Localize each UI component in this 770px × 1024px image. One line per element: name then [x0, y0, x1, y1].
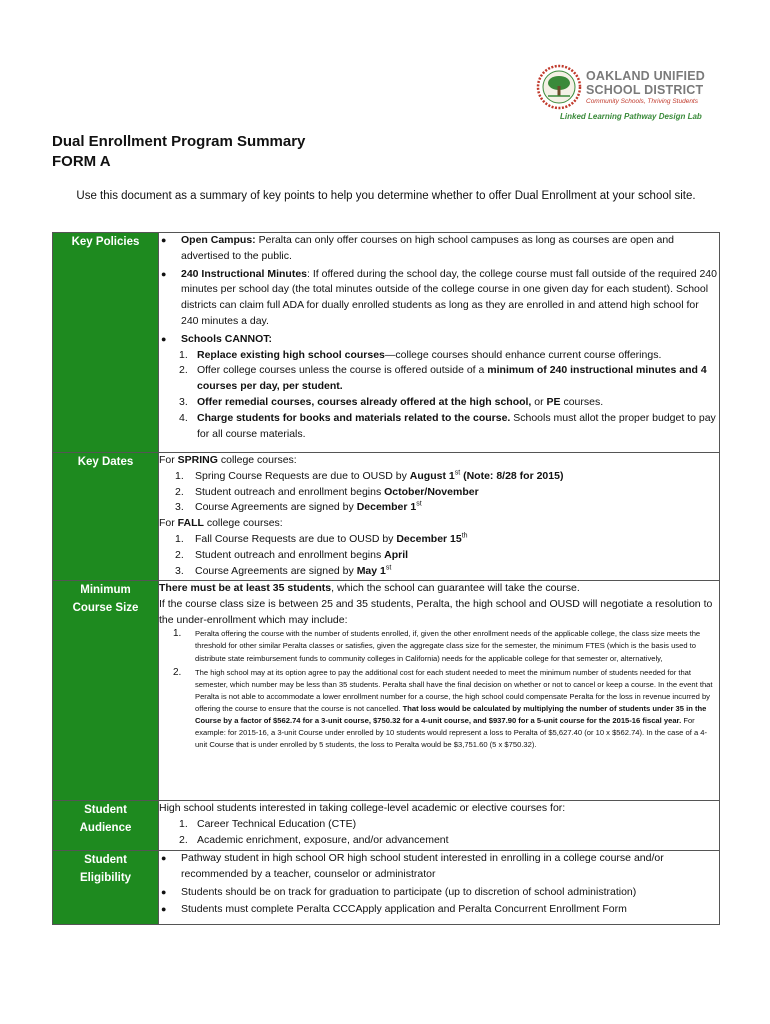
title-line1: Dual Enrollment Program Summary: [52, 133, 306, 150]
bullet-schools-cannot: ● Schools CANNOT:: [159, 332, 719, 348]
key-policies-label: Key Policies: [53, 233, 159, 453]
district-tagline: Community Schools, Thriving Students: [586, 98, 698, 105]
district-name-line2: SCHOOL DISTRICT: [586, 83, 704, 97]
bullet-graduation-track: ● Students should be on track for graduation to participate (up to discretion of school administration): [159, 885, 719, 901]
bullet-open-campus: ● Open Campus: Peralta can only offer courses on high school campuses as long as courses are open and advertised to the public.: [161, 234, 674, 262]
audience-intro: High school students interested in taking college-level academic or elective courses for:: [159, 802, 566, 814]
bullet-instructional-minutes: ● 240 Instructional Minutes: If offered during the school day, the college course must fall outside of the required 240 minutes per school day (the total minutes outside of the college course in one given day for each student). School districts can claim full ADA for dually enrolled students as long as they are enrolled in and attend high school for 240 minutes a day.: [161, 267, 717, 327]
bullet-icon: ●: [161, 268, 167, 279]
bullet-icon: ●: [161, 904, 167, 915]
title-line2: FORM A: [52, 153, 111, 170]
list-item: 2. Student outreach and enrollment begins October/November: [175, 485, 479, 498]
label-line1: Minimum: [80, 584, 131, 596]
bullet-icon: ●: [161, 886, 167, 897]
row-student-eligibility: [53, 851, 720, 925]
row-minimum-course-size: [53, 581, 720, 801]
design-lab-label: Linked Learning Pathway Design Lab: [560, 112, 702, 121]
min-size-statement: There must be at least 35 students, which the school can guarantee will take the course.: [159, 582, 580, 594]
bullet-icon: ●: [161, 853, 167, 863]
label-line2: Eligibility: [79, 872, 132, 884]
list-item: 1. Peralta offering the course with the number of students enrolled, if, given the other enrollment needs of the applicable college, the class size meets the threshold for other similar Peralta classes or satisfies, given the aggregate class size for the semester, the minimum FTES (which is the basis used to distribute state reimbursement funds to community colleges in California) needs for the applicable college for that semester or, alternatively,: [173, 628, 701, 663]
bullet-icon: ●: [161, 235, 167, 245]
list-item: 2. Academic enrichment, exposure, and/or advancement: [179, 833, 449, 846]
row-key-policies: [53, 233, 720, 453]
list-item: 3. Course Agreements are signed by December 1st: [175, 500, 422, 514]
district-name-line1: OAKLAND UNIFIED: [586, 69, 705, 83]
fall-heading: For FALL college courses:: [159, 517, 283, 530]
row-key-dates: [53, 453, 720, 581]
intro-paragraph: Use this document as a summary of key points to help you determine whether to offer Dual Enrollment at your school site.: [76, 190, 696, 202]
student-eligibility-label: [53, 851, 159, 925]
district-logo: [536, 64, 706, 126]
student-audience-label: [53, 801, 159, 851]
row-student-audience: [53, 801, 720, 851]
student-eligibility-content: [159, 851, 720, 925]
oak-tree-seal-icon: [536, 64, 582, 110]
label-line2: Course Size: [72, 602, 139, 614]
key-dates-label: Key Dates: [53, 453, 159, 581]
label-line1: Student: [84, 804, 127, 816]
list-item: 2. Student outreach and enrollment begins April: [175, 548, 409, 561]
page-title: [52, 132, 305, 172]
list-item: 4. Charge students for books and materials related to the course. Schools must allot the proper budget to pay for all course materials.: [179, 411, 716, 440]
list-item: 1. Fall Course Requests are due to OUSD by December 15th: [175, 532, 468, 545]
min-size-negotiation: If the course class size is between 25 and 35 students, Peralta, the high school and OUSD will negotiate a resolution to the under-enrollment which may include:: [159, 597, 713, 626]
list-item: 2. Offer college courses unless the course is offered outside of a minimum of 240 instructional minutes and 4 courses per day, per student.: [179, 364, 707, 393]
label-line2: Audience: [79, 822, 132, 834]
summary-table: [52, 232, 720, 925]
minimum-course-size-content: [159, 581, 720, 801]
bullet-pathway-student: ● Pathway student in high school OR high school student interested in enrolling in a college course and/or recommended by a teacher, counselor or administrator: [161, 852, 664, 880]
list-item: 1. Spring Course Requests are due to OUSD by August 1st (Note: 8/28 for 2015): [175, 469, 564, 482]
student-audience-content: [159, 801, 720, 851]
list-item: 3. Offer remedial courses, courses already offered at the high school, or PE courses.: [179, 395, 604, 408]
spring-heading: For SPRING college courses:: [159, 454, 297, 466]
list-item: 1. Replace existing high school courses—college courses should enhance current course offerings.: [179, 348, 662, 361]
key-dates-content: [159, 453, 720, 581]
list-item: 2. The high school may at its option agree to pay the additional cost for each student needed to meet the minimum number of students needed for that semester, which number may be less than 35 students. Peralta shall have the final decision on whether or not to cancel or keep a course. In the event that Peralta is not able to accommodate a lower enrollment number for a course, the high school could compensate Peralta for the loss in revenue incurred by offering the course to ensure that the course is not cancelled. That loss would be calculated by multiplying the number of students under 35 in the Course by a factor of $562.74 for a 3-unit course, $750.32 for a 4-unit course, and $937.90 for a 5-unit course for the 2015-16 fiscal year. For example: for 2015-16, a 3-unit Course under enrolled by 10 students would represent a loss to Peralta of $5,627.40 (or 10 x $562.74). In the case of a 4-unit Course that is under enrolled by 5 students, the loss to Peralta would be $3,751.60 (5 x $750.32).: [173, 666, 713, 750]
bullet-icon: ●: [161, 333, 167, 344]
minimum-course-size-label: [53, 581, 159, 801]
label-line1: Student: [84, 854, 127, 866]
list-item: 1. Career Technical Education (CTE): [179, 817, 357, 830]
list-item: 3. Course Agreements are signed by May 1st: [175, 564, 392, 577]
bullet-application: ● Students must complete Peralta CCCApply application and Peralta Concurrent Enrollment Form: [159, 902, 719, 918]
district-name: [586, 69, 705, 97]
key-policies-content: [159, 233, 720, 453]
